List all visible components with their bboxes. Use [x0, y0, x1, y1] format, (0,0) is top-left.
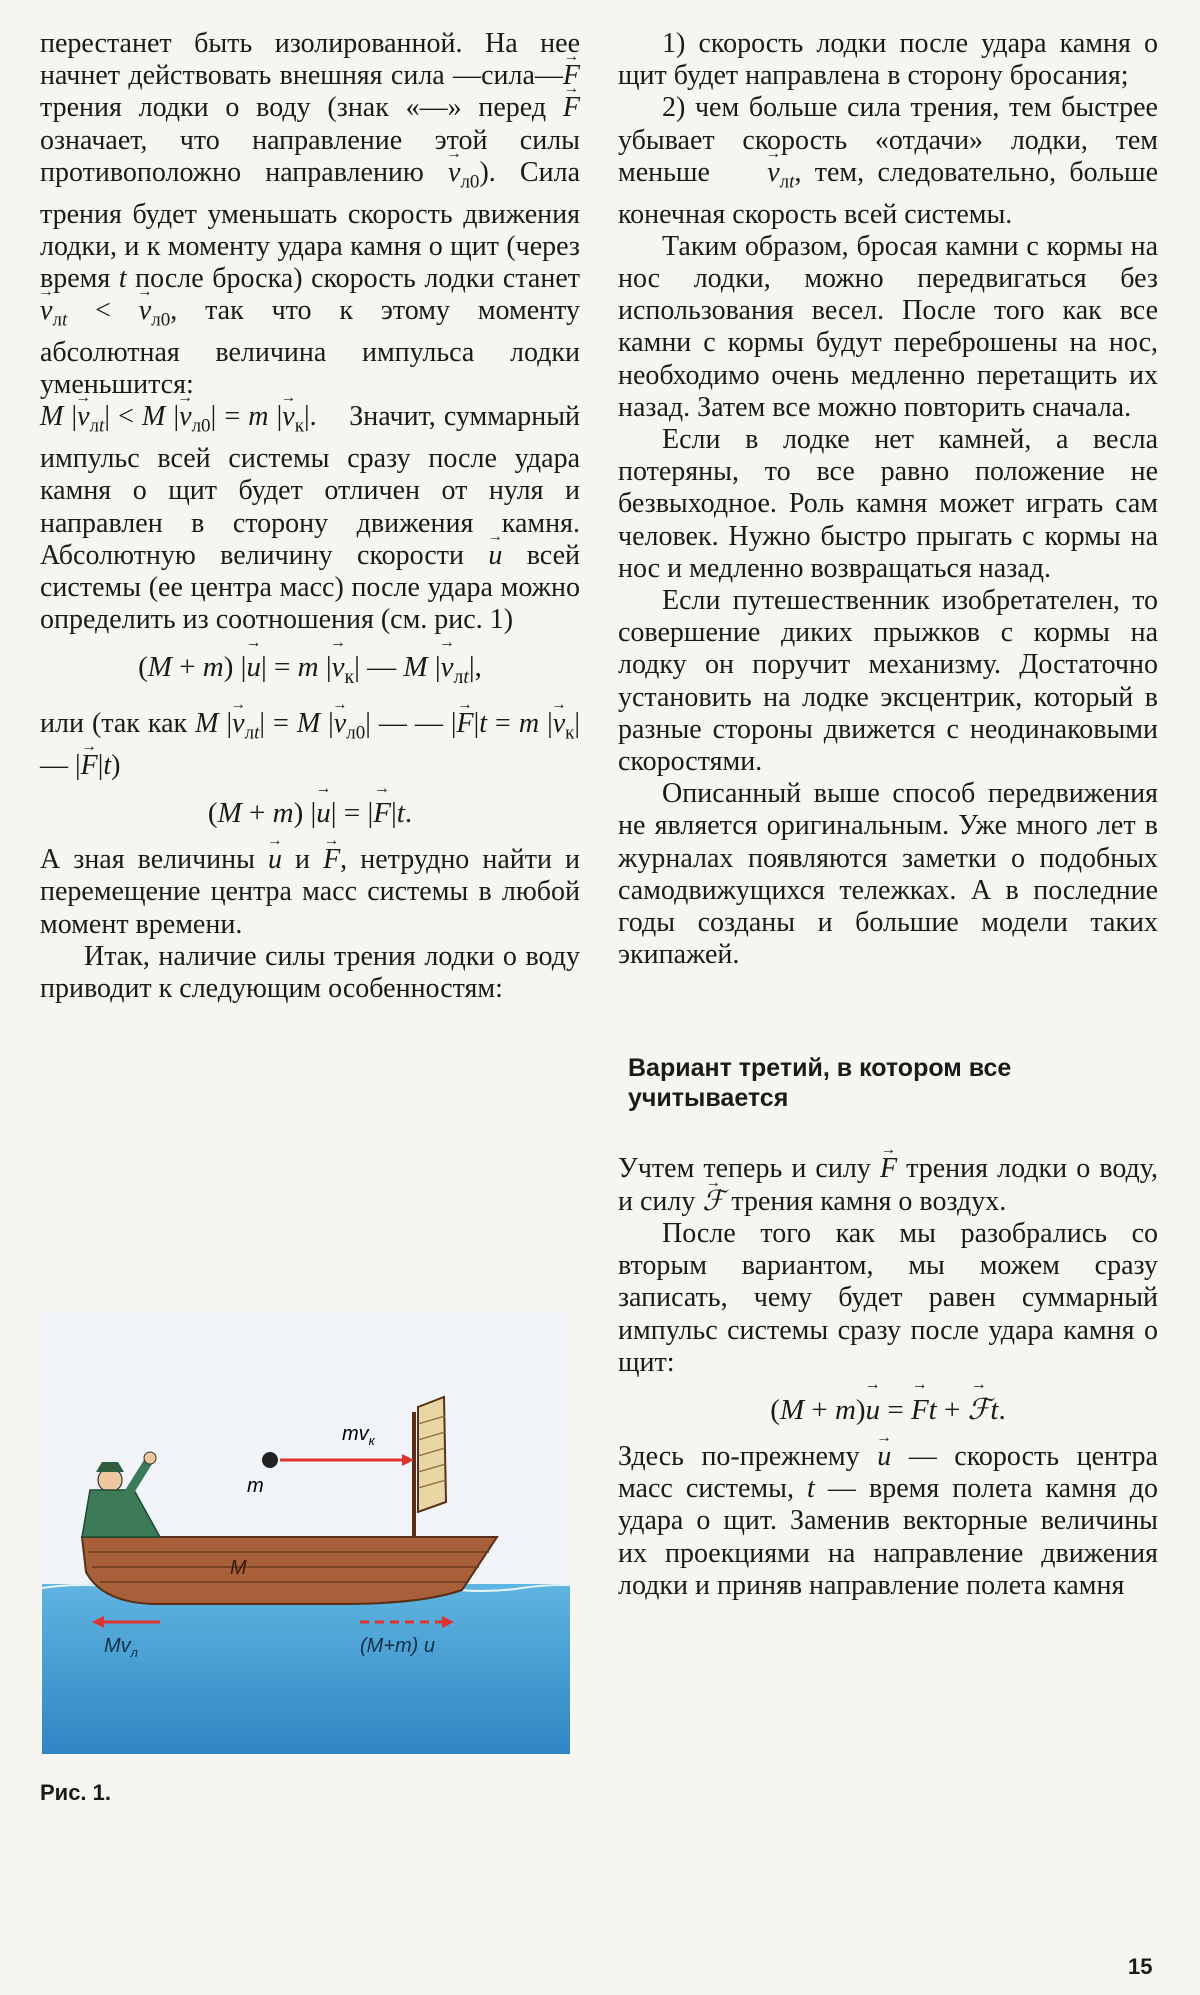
paragraph-stones: Таким образом, бросая камни с кормы на нос лодки, можно передвигаться без использования весел. После того как все камни с кормы будут переброшены на нос, необходимо очень медленно перетащить их назад. Затем все можно повторить сначала.: [618, 230, 1158, 423]
paragraph-original: Описанный выше способ передвижения не является оригинальным. Уже много лет в журналах появляются заметки о подобных самодвижущихся тележках. А в последние годы созданы и большие модели таких экипажей.: [618, 778, 1158, 971]
page-number: 15: [1128, 1954, 1153, 1979]
boat-illustration-svg: [42, 1312, 570, 1754]
list-item-1: 1) скорость лодки после удара камня о щит будет направлена в сторону бросания;: [618, 28, 1158, 92]
label-boat-momentum: $Mv_л$: [104, 1635, 139, 1660]
paragraph-friction-intro: перестанет быть изолированной. На нее начнет действовать внешняя сила —сила—→ F трения лодки о воду (знак «—» перед → F означает, что направление этой силы противоположно направлению → $v_{л0}$). Сила трения будет уменьшать скорость движения лодки, и к моменту удара камня о щит (через время t после броска) скорость лодки станет → $v_{лt}$ < → $v_{л0}$, так что к этому моменту абсолютная величина импульса лодки уменьшится:: [40, 28, 580, 401]
section-heading: Вариант третий, в котором все учитывается: [628, 1054, 1012, 1113]
paragraph-momentum: M |→ $v_{лt}| < M$ |→ $v_{л0}| = m$ |→ $v_к|$. Значит, суммарный импульс всей системы сразу после удара камня о щит будет отличен от нуля и направлен в сторону движения камня. Абсолютную величину скорости → u всей системы (ее центра масс) после удара можно определить из соотношения (см. рис. 1): [40, 401, 580, 636]
paragraph-or: или (так как M |→ $v_{лt}| = M$ |→ $v_{л0}|$ — — |→ F|t = m |→ $v_к|$ — |→ F|t): [40, 708, 580, 782]
water: [42, 1584, 570, 1754]
man-hand: [144, 1452, 156, 1464]
formula-momentum-balance: (M + m) |→ u| = m |→ $v_к|$ — M |→ $v_{лt}|$,: [40, 646, 580, 698]
paragraph-mechanism: Если путешественник изобретателен, то совершение диких прыжков с кормы на лодку он поручит механизму. Достаточно установить на лодке эксцентрик, который в разные стороны движется с неодинаковыми скоростями.: [618, 585, 1158, 778]
left-column: [40, 28, 580, 1005]
figure-caption: Рис. 1.: [40, 1780, 112, 1805]
label-boat-mass: M: [230, 1557, 247, 1579]
right-column: [618, 28, 1158, 1602]
formula-third: (M + m)→ u = → Ft + → ℱt.: [618, 1389, 1158, 1431]
paragraph-total-momentum: После того как мы разобрались со вторым вариантом, мы можем сразу записать, чему будет равен суммарный импульс системы сразу после удара камня о щит:: [618, 1217, 1158, 1378]
boat-hull: [82, 1537, 497, 1604]
label-stone-momentum: $mv_к$: [342, 1423, 375, 1448]
paragraph-displacement: А зная величины → u и → F, нетрудно найти и перемещение центра масс системы в любой момент времени.: [40, 844, 580, 941]
label-stone-mass: m: [247, 1475, 264, 1497]
paragraph-here: Здесь по-прежнему → u — скорость центра масс системы, t — время полета камня до удара о щит. Заменив векторные величины их проекциями на направление движения лодки и приняв направление полета камня: [618, 1441, 1158, 1602]
paragraph-no-stones: Если в лодке нет камней, а весла потеряны, то все равно положение не безвыходное. Роль камня может играть сам человек. Нужно быстро прыгать с кормы на нос и медленно возвращаться назад.: [618, 424, 1158, 584]
list-item-2: 2) чем больше сила трения, тем быстрее убывает скорость «отдачи» лодки, тем меньше → $v_{лt}$, тем, следовательно, больше конечная скорость всей системы.: [618, 92, 1158, 230]
label-system-momentum: (M+m) u: [360, 1635, 435, 1657]
paragraph-features: Итак, наличие силы трения лодки о воду приводит к следующим особенностям:: [40, 940, 580, 1005]
formula-result: (M + m) |→ u| = |→ F|t.: [40, 792, 580, 834]
figure-boat-illustration: [42, 1312, 570, 1754]
stone: [262, 1452, 278, 1468]
paragraph-third-variant: Учтем теперь и силу → F трения лодки о воду, и силу → ℱ трения камня о воздух.: [618, 1153, 1158, 1217]
